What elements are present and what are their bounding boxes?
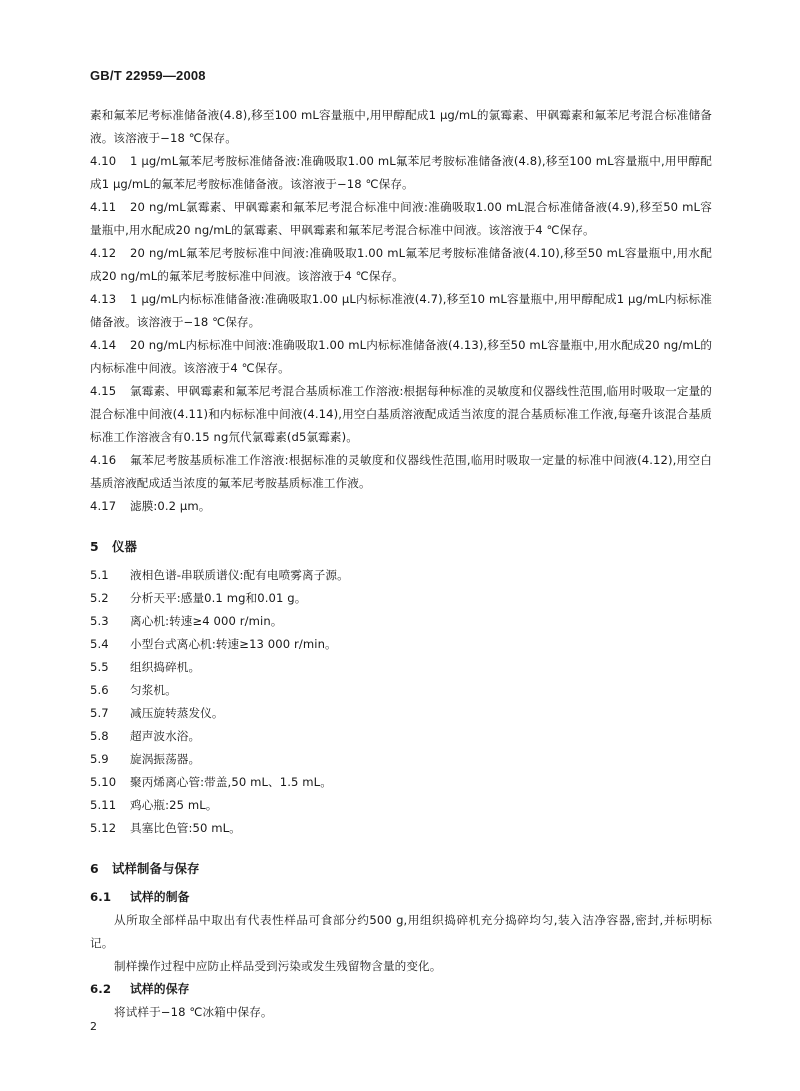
- paragraph-4-16: 4.16 氟苯尼考胺基质标准工作溶液:根据标准的灵敏度和仪器线性范围,临用时吸取一定量的标准中间液(4.12),用空白基质溶液配成适当浓度的氟苯尼考胺基质标准工作液。: [90, 453, 712, 490]
- instrument-item-5-8: 5.8 超声波水浴。: [90, 729, 201, 743]
- paragraph-4-17: 4.17 滤膜:0.2 μm。: [90, 499, 211, 513]
- instrument-item-5-2: 5.2 分析天平:感量0.1 mg和0.01 g。: [90, 591, 307, 605]
- page-number: 2: [90, 1020, 97, 1033]
- instrument-item-5-3: 5.3 离心机:转速≥4 000 r/min。: [90, 614, 283, 628]
- paragraph-6-1-b: 制样操作过程中应防止样品受到污染或发生残留物含量的变化。: [114, 959, 442, 973]
- instrument-item-5-4: 5.4 小型台式离心机:转速≥13 000 r/min。: [90, 637, 337, 651]
- paragraph-4-14: 4.14 20 ng/mL内标标准中间液:准确吸取1.00 mL内标标准储备液(4.13),移至50 mL容量瓶中,用水配成20 ng/mL的内标标准中间液。该溶液于4 ℃保存。: [90, 338, 713, 375]
- paragraph-4-10: 4.10 1 μg/mL氟苯尼考胺标准储备液:准确吸取1.00 mL氟苯尼考胺标准储备液(4.8),移至100 mL容量瓶中,用甲醇配成1 μg/mL的氟苯尼考胺标准储备液。该溶液于−18 ℃保存。: [90, 154, 712, 191]
- paragraph-4-13: 4.13 1 μg/mL内标标准储备液:准确吸取1.00 μL内标标准液(4.7),移至10 mL容量瓶中,用甲醇配成1 μg/mL内标标准储备液。该溶液于−18 ℃保存。: [90, 292, 712, 329]
- paragraph-6-1-a: 从所取全部样品中取出有代表性样品可食部分约500 g,用组织捣碎机充分捣碎均匀,装入洁净容器,密封,并标明标记。: [90, 913, 712, 950]
- instrument-item-5-11: 5.11 鸡心瓶:25 mL。: [90, 798, 218, 812]
- standard-code: GB/T 22959—2008: [90, 68, 206, 83]
- paragraph-4-15: 4.15 氯霉素、甲砜霉素和氟苯尼考混合基质标准工作溶液:根据每种标准的灵敏度和仪器线性范围,临用时吸取一定量的混合标准中间液(4.11)和内标标准中间液(4.14),用空白基质溶液配成适当浓度的混合基质标准工作液,每毫升该混合基质标准工作溶液含有0.15 ng氘代氯霉素(d5氯霉素)。: [90, 384, 712, 444]
- subsection-heading-6-1: 6.1 试样的制备: [90, 890, 190, 904]
- instrument-item-5-7: 5.7 减压旋转蒸发仪。: [90, 706, 224, 720]
- subsection-heading-6-2: 6.2 试样的保存: [90, 982, 190, 996]
- instrument-item-5-12: 5.12 具塞比色管:50 mL。: [90, 821, 241, 835]
- instrument-item-5-1: 5.1 液相色谱-串联质谱仪:配有电喷雾离子源。: [90, 568, 349, 582]
- document-body: [90, 104, 712, 1024]
- paragraph-4-12: 4.12 20 ng/mL氟苯尼考胺标准中间液:准确吸取1.00 mL氟苯尼考胺标准储备液(4.10),移至50 mL容量瓶中,用水配成20 ng/mL的氟苯尼考胺标准中间液。该溶液于4 ℃保存。: [90, 246, 712, 283]
- section-heading-6: 6 试样制备与保存: [90, 861, 200, 876]
- section-heading-5: 5 仪器: [90, 539, 137, 554]
- paragraph-continuation: 素和氟苯尼考标准储备液(4.8),移至100 mL容量瓶中,用甲醇配成1 μg/mL的氯霉素、甲砜霉素和氟苯尼考混合标准储备液。该溶液于−18 ℃保存。: [90, 108, 712, 145]
- paragraph-4-11: 4.11 20 ng/mL氯霉素、甲砜霉素和氟苯尼考混合标准中间液:准确吸取1.00 mL混合标准储备液(4.9),移至50 mL容量瓶中,用水配成20 ng/mL的氯霉素、甲砜霉素和氟苯尼考混合标准中间液。该溶液于4 ℃保存。: [90, 200, 712, 237]
- instrument-item-5-5: 5.5 组织捣碎机。: [90, 660, 201, 674]
- paragraph-6-2: 将试样于−18 ℃冰箱中保存。: [114, 1005, 273, 1019]
- instrument-item-5-6: 5.6 匀浆机。: [90, 683, 177, 697]
- instrument-item-5-9: 5.9 旋涡振荡器。: [90, 752, 201, 766]
- instrument-item-5-10: 5.10 聚丙烯离心管:带盖,50 mL、1.5 mL。: [90, 775, 332, 789]
